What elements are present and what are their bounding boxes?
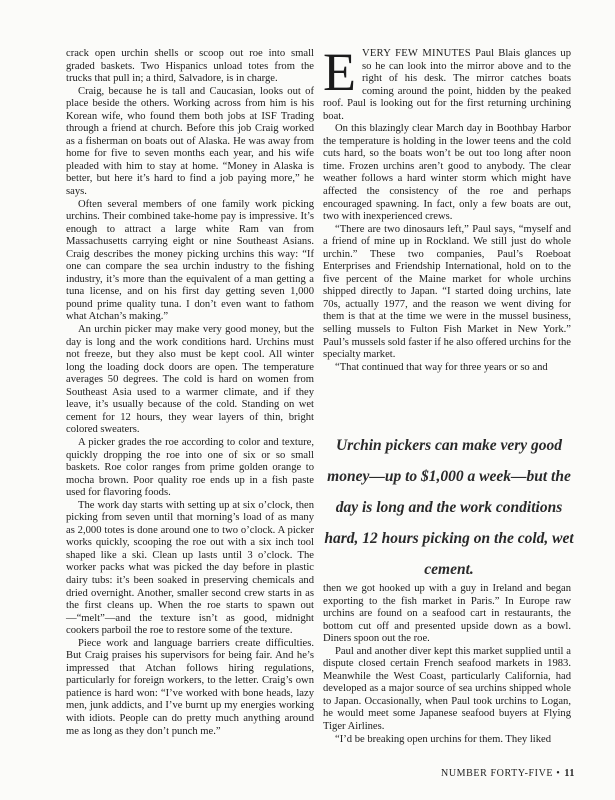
page-number: 11 [564, 768, 575, 779]
body-paragraph: Paul and another diver kept this market supplied until a dispute closed certain French seafood markets in 1983. Meanwhile the West Coast, particularly California, had developed as a major source of sea urchins shipped whole to Japan. Occasionally, when Paul took urchins to Logan, he would meet some Japanese seafood buyers at Flying Tiger Airlines. [323, 645, 571, 733]
body-paragraph: The work day starts with setting up at six o’clock, then picking from seven until that morning’s load of as many as 2,000 totes is done around one to two o’clock. A picker works quickly, scooping the roe out with a six inch tool shaped like a ski. Clean up lasts until 3 o’clock. The worker packs what was picked the day before in plastic dairy tubs: it’s been soaked in preserving chemicals and dried overnight. Another, smaller second crew starts in as the first cleans up. When the roe starts to spawn out—“melt”—and the texture isn’t as good, midnight cookers parboil the roe to restore some of the texture. [66, 499, 314, 637]
body-paragraph: Often several members of one family work picking urchins. Their combined take-home pay is impressive. It’s enough to attract a large white Ram van from Massachusetts carrying eight or nine Southeast Asians. Craig describes the money picking urchins this way: “If one can compare the sea urchin industry to the fishing industry, it’s more than the equivalent of a man getting a tuna license, and on his first day getting seven 1,000 pound prime quality tuna. I don’t even want to fathom what Atchan’s making.” [66, 198, 314, 323]
issue-label: NUMBER FORTY-FIVE • [441, 768, 561, 779]
lead-small-caps: VERY FEW MINUTES [362, 48, 471, 59]
body-paragraph: “I’d be breaking open urchins for them. They liked [335, 733, 552, 745]
page-footer [441, 768, 575, 779]
body-paragraph: An urchin picker may make very good money, but the day is long and the work conditions hard. Urchins must not freeze, but they also must be kept cool. All winter long the loading dock doors are open. The temperature averages 50 degrees. The cold is hard on women from Southeast Asia used to a warmer climate, and if they leave, it’s usually because of the cold. Standing on wet cement for 12 hours, they wear layers of thin, bright colored sweaters. [66, 324, 314, 436]
body-paragraph: then we got hooked up with a guy in Ireland and began exporting to the fish market in Paris.” In Europe raw urchins are found on a seafood cart in restaurants, the bottom cut off and presented upside down as a bowl. Diners spoon out the roe. [323, 583, 571, 645]
body-paragraph: crack open urchin shells or scoop out roe into small graded baskets. Two Hispanics unload totes from the trucks that pull in; a third, Salvadore, is in charge. [66, 48, 314, 85]
left-column [66, 48, 314, 738]
right-column-continued [323, 583, 571, 746]
drop-cap: E [323, 42, 356, 102]
body-paragraph: On this blazingly clear March day in Boothbay Harbor the temperature is holding in the lower teens and the cold cuts hard, so the boats won’t be out too long after noon time. Frozen urchins aren’t good to anybody. The clear weather follows a hard winter storm which might have affected the consistency of the roe and perhaps encouraged spawning. In fact, only a few boats are out, two with inexperienced crews. [323, 123, 571, 223]
section-lead-paragraph [323, 42, 571, 123]
body-paragraph: Piece work and language barriers create difficulties. But Craig praises his supervisors for being fair. And he’s impressed that Atchan follows hiring regulations, particularly for foreign workers, to the letter. Craig’s own patience is hard won: “I’ve worked with bone heads, lazy men, junk addicts, and I’ve burnt up my energies working with idiots. People can do pretty much anything around me as long as they don’t punch me.” [66, 637, 314, 737]
body-paragraph: “That continued that way for three years or so and [335, 361, 548, 373]
pull-quote: Urchin pickers can make very good money—up to $1,000 a week—but the day is long and the work conditions hard, 12 hours picking on the cold, wet cement. [324, 437, 574, 578]
body-paragraph: “There are two dinosaurs left,” Paul says, “myself and a friend of mine up in Rockland. We still just do whole urchin.” These two companies, Paul’s Roeboat Enterprises and Friendship International, hold on to the five percent of the Maine market for whole urchins shipped directly to Japan. “I started doing urchins, late 70s, actually 1977, and the reason we went diving for them is that at the time we were in the mussel business, selling mussels to Fulton Fish Market in New York.” Paul’s mussels sold faster if he also offered urchins for the specialty market. [323, 223, 571, 361]
right-column [323, 42, 571, 374]
body-paragraph: A picker grades the roe according to color and texture, quickly dropping the roe into one of six or so small baskets. Roe color ranges from prime golden orange to mocha brown. Poor quality roe ends up in a fish paste used for flavoring foods. [66, 436, 314, 499]
lead-text: Paul Blais glances up so he can look into the mirror above and to the right of his desk. The mirror catches boats coming around the point, hidden by the peaked roof. Paul is looking out for the first returning urchining boat. [323, 48, 571, 122]
body-paragraph: Craig, because he is tall and Caucasian, looks out of place beside the others. Working across from him is his Korean wife, who found them both jobs at ISF Trading through a friend at church. Before this job Craig worked as a fisherman on boats out of Alaska. He was away from home for five to seven months each year, and his wife pleaded with him to stay at home. “Money in Alaska is better, but here it’s hard to find a job paying more,” he says. [66, 85, 314, 198]
